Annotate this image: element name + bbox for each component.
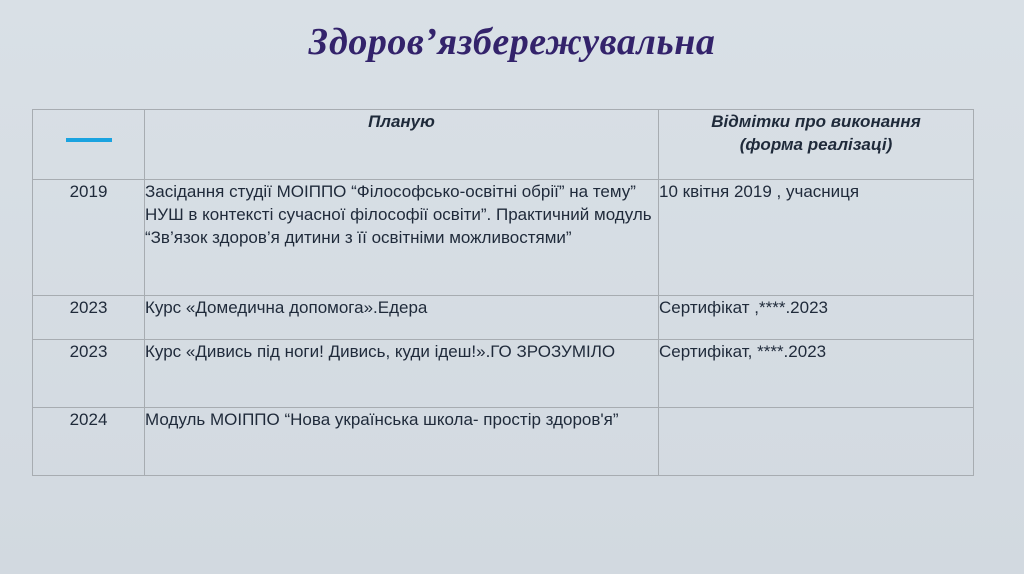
table-row	[33, 408, 974, 476]
plan-cell: Модуль МОІППО “Нова українська школа- простір здоров'я”	[145, 408, 659, 476]
header-cell-notes	[659, 110, 974, 180]
year-cell: 2019	[33, 180, 145, 296]
slide-title: Здоров’язбережувальна	[308, 21, 716, 63]
header-cell-plan: Планую	[145, 110, 659, 180]
year-cell: 2023	[33, 340, 145, 408]
table-header-row	[33, 110, 974, 180]
note-cell: Сертифікат ,****.2023	[659, 296, 974, 340]
dash-line-icon	[66, 138, 112, 142]
note-cell: 10 квітня 2019 , учасниця	[659, 180, 974, 296]
header-cell-mark	[33, 110, 145, 180]
header-notes-line1: Відмітки про виконання	[711, 112, 921, 131]
year-cell: 2023	[33, 296, 145, 340]
table-row	[33, 296, 974, 340]
plan-cell: Курс «Домедична допомога».Едера	[145, 296, 659, 340]
plan-table	[32, 109, 974, 476]
plan-cell: Засідання студії МОІППО “Філософсько-освітні обрії” на тему” НУШ в контексті сучасної філософії освіти”. Практичний модуль “Зв’язок здоров’я дитини з її освітніми можливостями”	[145, 180, 659, 296]
note-cell	[659, 408, 974, 476]
table-row	[33, 180, 974, 296]
table-row	[33, 340, 974, 408]
year-cell: 2024	[33, 408, 145, 476]
plan-cell: Курс «Дивись під ноги! Дивись, куди ідеш!».ГО ЗРОЗУМІЛО	[145, 340, 659, 408]
note-cell: Сертифікат, ****.2023	[659, 340, 974, 408]
header-notes-line2: (форма реалізаці)	[739, 135, 893, 154]
